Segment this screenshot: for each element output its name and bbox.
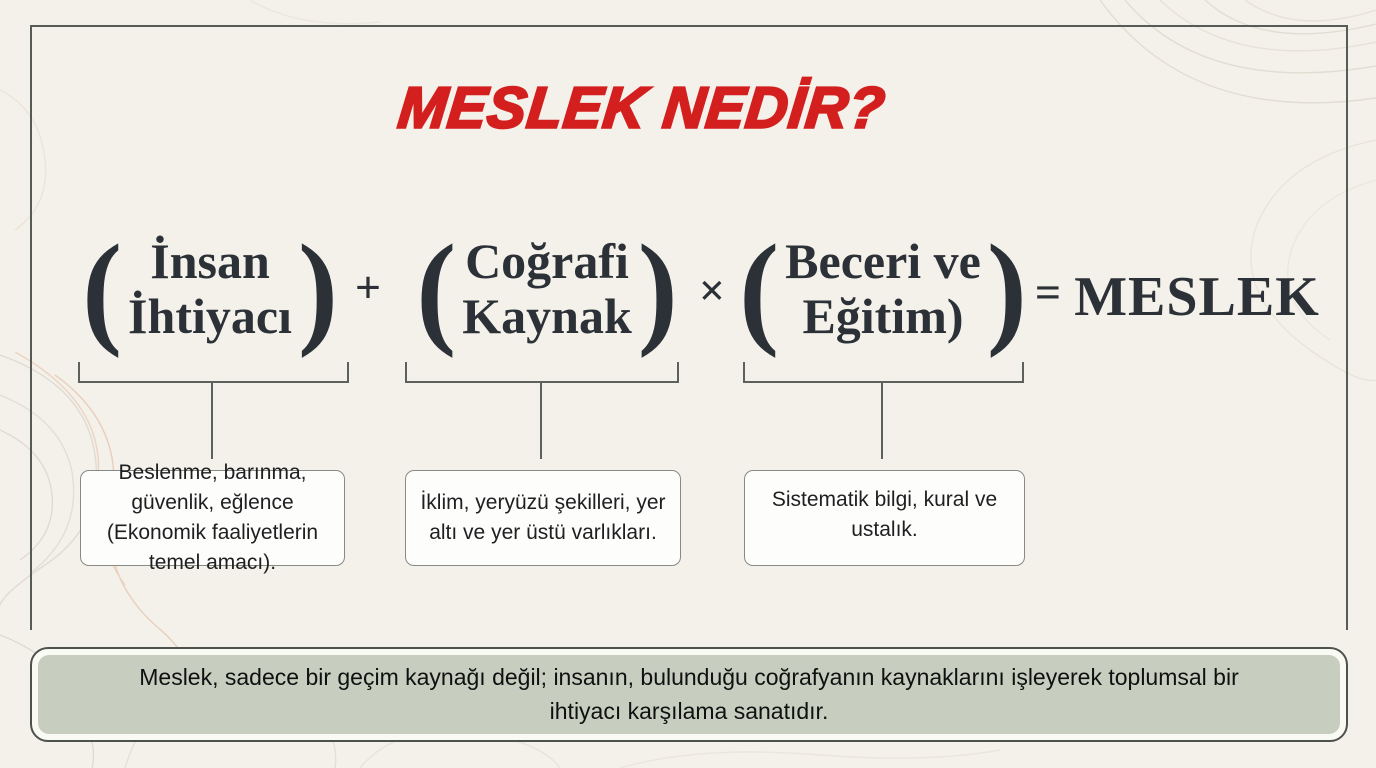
bracket-connector-3 (743, 362, 1024, 383)
description-text: İklim, yeryüzü şekilleri, yer altı ve yer üstü varlıkları. (420, 490, 666, 544)
connector-stem-1 (211, 381, 213, 459)
formula-result: MESLEK (1074, 266, 1320, 328)
slide-title: MESLEK NEDİR? (395, 75, 889, 141)
bracket-connector-2 (405, 362, 679, 383)
term-text (779, 234, 987, 344)
description-box-3 (744, 470, 1025, 566)
term-line-2: Eğitim) (802, 288, 964, 344)
connector-stem-2 (540, 381, 542, 459)
description-text: Beslenme, barınma, güvenlik, eğlence (Ekonomik faaliyetlerin temel amacı). (106, 460, 319, 575)
close-paren: ) (297, 218, 338, 359)
open-paren: ( (82, 218, 123, 359)
formula-term-beceri-egitim (739, 218, 1027, 359)
term-line-1: Coğrafi (465, 233, 629, 289)
term-line-1: İnsan (150, 233, 270, 289)
summary-text: Meslek, sadece bir geçim kaynağı değil; insanın, bulunduğu coğrafyanın kaynaklarını işleyerek toplumsal bir ihtiyacı karşılama sanatıdır. (139, 664, 1239, 724)
connector-stem-3 (881, 381, 883, 459)
open-paren: ( (739, 218, 780, 359)
description-box-1 (80, 460, 345, 575)
close-paren: ) (986, 218, 1027, 359)
term-line-2: İhtiyacı (128, 288, 292, 344)
open-paren: ( (416, 218, 457, 359)
description-box-2 (405, 470, 681, 566)
bracket-connector-1 (78, 362, 349, 383)
term-line-1: Beceri ve (785, 233, 981, 289)
equals-operator: = (1034, 266, 1062, 318)
term-text (122, 234, 298, 344)
summary-banner (30, 647, 1348, 742)
term-text (456, 234, 638, 344)
times-operator: × (698, 264, 726, 316)
formula-term-insan-ihtiyaci (82, 218, 338, 359)
plus-operator: + (354, 261, 382, 313)
term-line-2: Kaynak (462, 288, 632, 344)
description-text: Sistematik bilgi, kural ve ustalık. (771, 488, 998, 542)
formula-term-cografi-kaynak (416, 218, 678, 359)
close-paren: ) (637, 218, 678, 359)
summary-banner-fill (38, 655, 1340, 734)
